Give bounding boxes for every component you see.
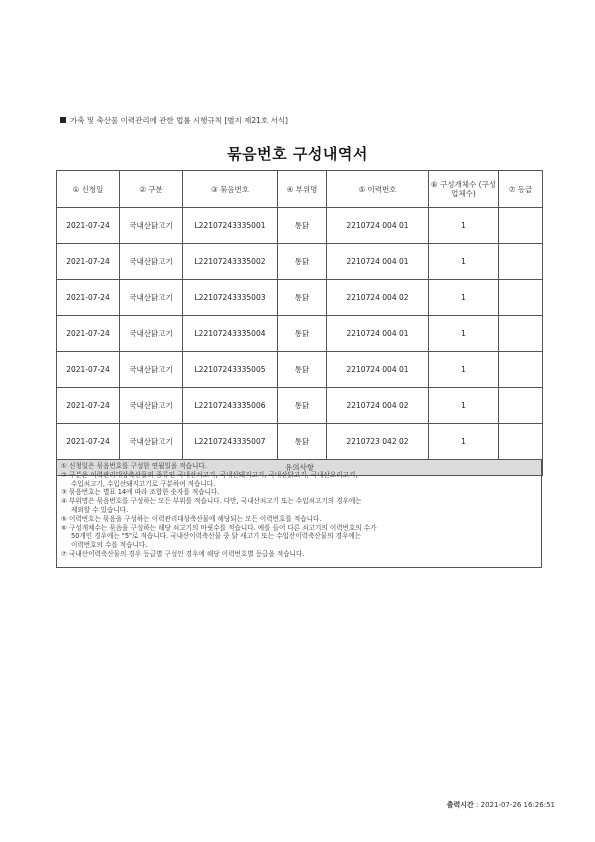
cell-count: 1: [429, 352, 499, 388]
col-header-count: ⑥ 구성개체수 (구성업체수): [429, 171, 499, 208]
cell-date: 2021-07-24: [57, 388, 120, 424]
cell-count: 1: [429, 244, 499, 280]
cell-bundle-no: L22107243335003: [183, 280, 278, 316]
cell-bundle-no: L22107243335002: [183, 244, 278, 280]
table-row: [57, 316, 543, 352]
cell-count: 1: [429, 208, 499, 244]
cell-part: 통닭: [278, 208, 327, 244]
cell-grade: [499, 424, 543, 460]
note-line: 제외할 수 있습니다.: [71, 505, 129, 514]
col-header-grade: ⑦ 등급: [499, 171, 543, 208]
note-line: ⑦ 국내산이력축산물의 경우 등급별 구성인 경우에 해당 이력번호별 등급을 적습니다.: [61, 549, 305, 558]
table-row: [57, 388, 543, 424]
note-line: ① 신청일은 묶음번호를 구성한 연월일을 적습니다.: [61, 462, 207, 470]
cell-part: 통닭: [278, 280, 327, 316]
cell-count: 1: [429, 388, 499, 424]
cell-trace-no: 2210724 004 01: [327, 316, 429, 352]
print-time: 출력시간 : 2021-07-26 16:26:51: [446, 801, 555, 809]
form-header-text: 가축 및 축산물 이력관리에 관한 법률 시행규칙 [별지 제21호 서식]: [70, 116, 288, 125]
cell-date: 2021-07-24: [57, 352, 120, 388]
cell-category: 국내산닭고기: [120, 316, 183, 352]
table-header-row: [57, 171, 543, 208]
cell-grade: [499, 208, 543, 244]
print-time-value: 2021-07-26 16:26:51: [480, 801, 555, 809]
cell-grade: [499, 244, 543, 280]
cell-count: 1: [429, 316, 499, 352]
square-bullet-icon: [60, 117, 66, 123]
cell-bundle-no: L22107243335004: [183, 316, 278, 352]
cell-date: 2021-07-24: [57, 280, 120, 316]
cell-bundle-no: L22107243335006: [183, 388, 278, 424]
cell-trace-no: 2210724 004 01: [327, 244, 429, 280]
note-line: ② 구분은 이력관리대상축산물의 종류인 국내산쇠고기, 국내산돼지고기, 국내산닭고기, 국내산오리고기,: [61, 470, 358, 479]
cell-part: 통닭: [278, 424, 327, 460]
note-line: ⑥ 구성개체수는 묶음을 구성하는 해당 쇠고기의 마릿수를 적습니다. 예를 들어 다른 쇠고기의 이력번호의 수가: [61, 523, 377, 532]
note-line: 이력번호의 수를 적습니다.: [71, 541, 148, 550]
cell-bundle-no: L22107243335001: [183, 208, 278, 244]
note-line: 50개인 경우에는 "5"로 적습니다. 국내산이력축산물 중 닭 새고기 또는 수입산이력축산물의 경우에는: [71, 532, 362, 541]
cell-grade: [499, 352, 543, 388]
cell-trace-no: 2210723 042 02: [327, 424, 429, 460]
note-line: 수입쇠고기, 수입산돼지고기로 구분하여 적습니다.: [71, 479, 216, 488]
table-row: [57, 208, 543, 244]
cell-category: 국내산닭고기: [120, 352, 183, 388]
note-line: ③ 묶음번호는 별표 14에 따라 조합한 숫자를 적습니다.: [61, 488, 220, 497]
col-header-trace-no: ⑤ 이력번호: [327, 171, 429, 208]
table-row: [57, 280, 543, 316]
cell-category: 국내산닭고기: [120, 280, 183, 316]
cell-grade: [499, 280, 543, 316]
cell-category: 국내산닭고기: [120, 424, 183, 460]
cell-part: 통닭: [278, 244, 327, 280]
cell-bundle-no: L22107243335005: [183, 352, 278, 388]
cell-trace-no: 2210724 004 02: [327, 280, 429, 316]
cell-grade: [499, 388, 543, 424]
note-line: ④ 부위명은 묶음번호를 구성하는 모든 부위를 적습니다. 다만, 국내산쇠고기 또는 수입쇠고기의 경우에는: [61, 497, 362, 506]
table-row: [57, 424, 543, 460]
notice-box: [56, 460, 542, 568]
print-time-label: 출력시간: [446, 801, 474, 809]
cell-part: 통닭: [278, 388, 327, 424]
col-header-bundle-no: ③ 묶음번호: [183, 171, 278, 208]
cell-trace-no: 2210724 004 01: [327, 208, 429, 244]
cell-trace-no: 2210724 004 02: [327, 388, 429, 424]
cell-category: 국내산닭고기: [120, 208, 183, 244]
cell-category: 국내산닭고기: [120, 244, 183, 280]
col-header-date: ① 신청일: [57, 171, 120, 208]
cell-trace-no: 2210724 004 01: [327, 352, 429, 388]
bundle-table: [56, 170, 543, 476]
cell-date: 2021-07-24: [57, 424, 120, 460]
cell-date: 2021-07-24: [57, 244, 120, 280]
cell-date: 2021-07-24: [57, 208, 120, 244]
cell-grade: [499, 316, 543, 352]
cell-bundle-no: L22107243335007: [183, 424, 278, 460]
table-row: [57, 244, 543, 280]
col-header-category: ② 구분: [120, 171, 183, 208]
cell-count: 1: [429, 424, 499, 460]
document-title: 묶음번호 구성내역서: [227, 145, 368, 163]
cell-date: 2021-07-24: [57, 316, 120, 352]
col-header-part: ④ 부위명: [278, 171, 327, 208]
cell-count: 1: [429, 280, 499, 316]
cell-part: 통닭: [278, 352, 327, 388]
note-line: ⑤ 이력번호는 묶음을 구성하는 이력관리대상축산물에 해당되는 모든 이력번호를 적습니다.: [61, 514, 322, 523]
table-row: [57, 352, 543, 388]
notice-title: 유의사항: [57, 460, 543, 476]
cell-part: 통닭: [278, 316, 327, 352]
cell-category: 국내산닭고기: [120, 388, 183, 424]
form-header: [60, 115, 288, 126]
